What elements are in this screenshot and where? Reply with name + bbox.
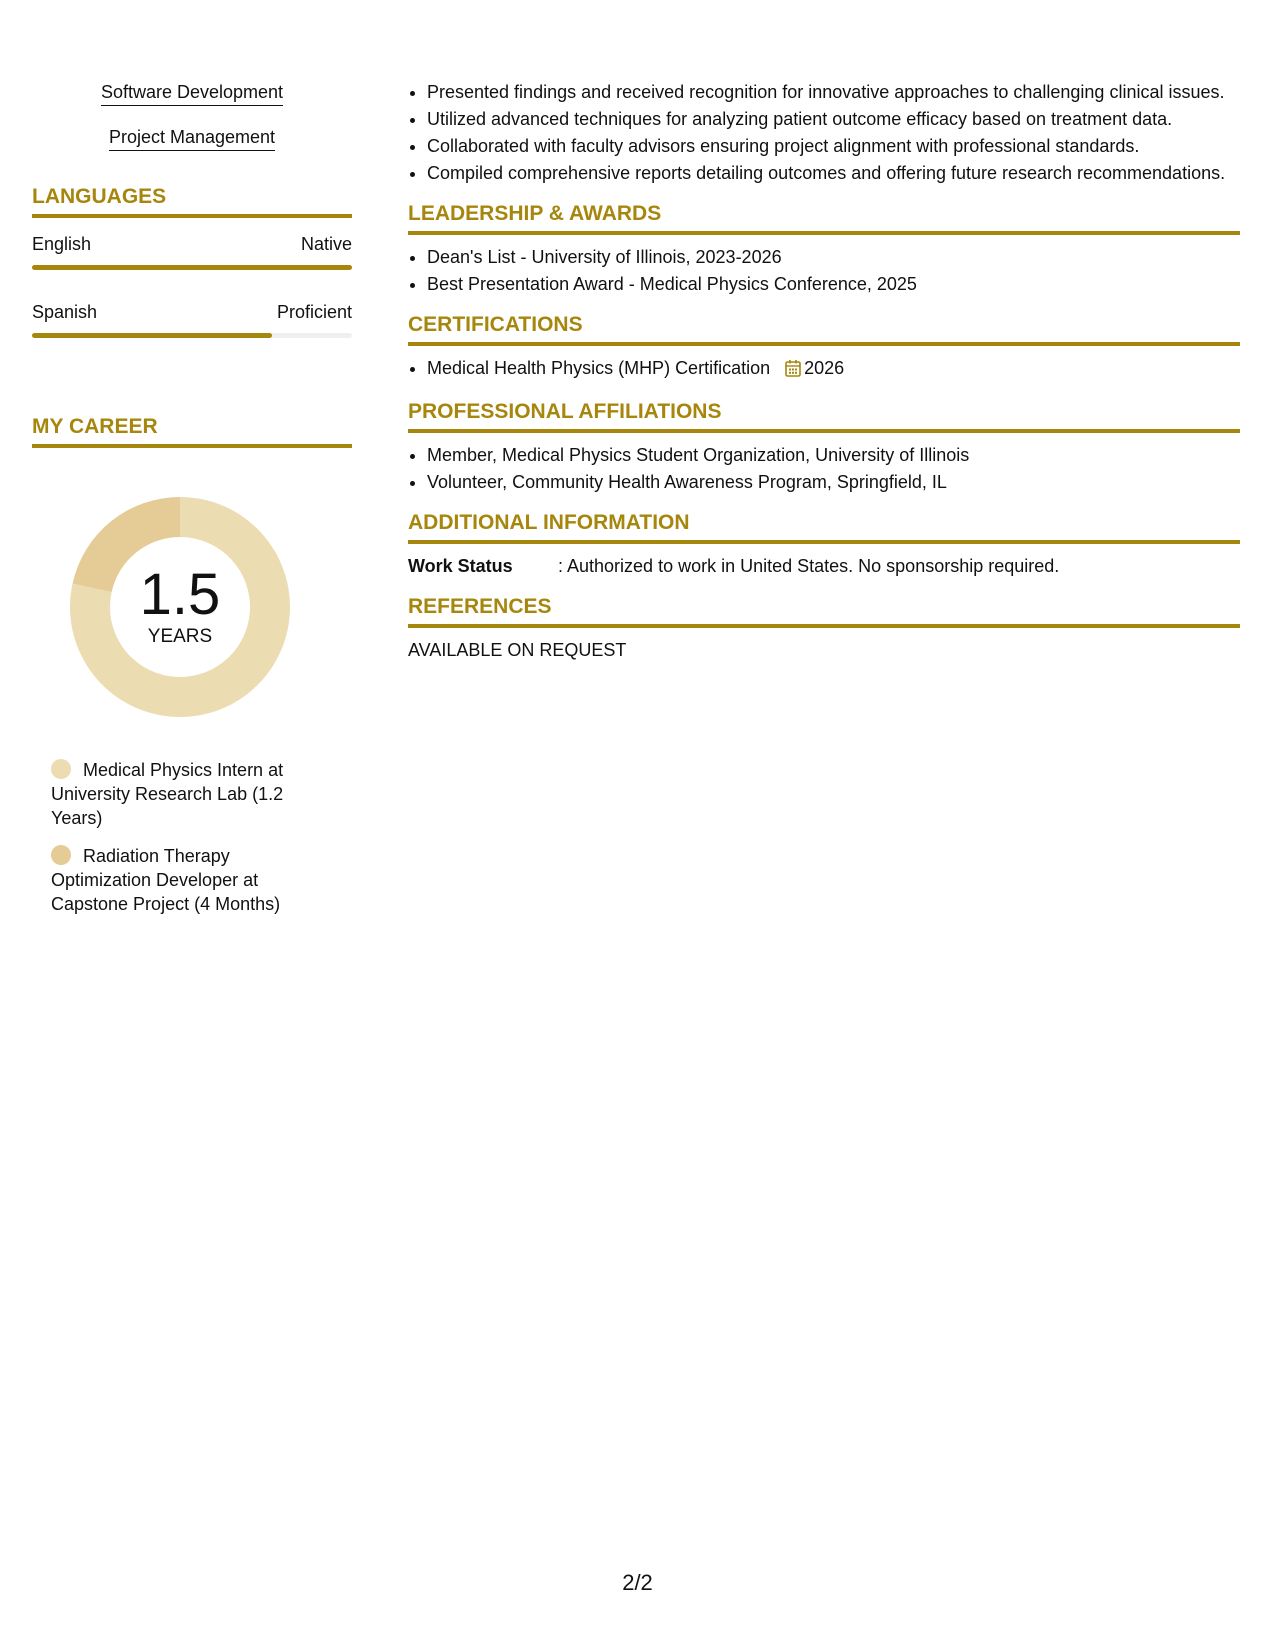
certification-year: 2026	[804, 358, 845, 378]
language-proficiency-bar	[32, 333, 352, 338]
legend-dot	[51, 759, 71, 779]
list-item: • Dean's List - University of Illinois, 2023-2026	[427, 245, 1240, 269]
list-item: • Compiled comprehensive reports detailing outcomes and offering future research recommendations.	[427, 161, 1240, 185]
skills-list	[32, 80, 352, 170]
career-total-unit: YEARS	[147, 626, 213, 647]
career-total-value: 1.5	[139, 562, 221, 627]
language-name: Spanish	[32, 302, 98, 322]
affiliations-heading: PROFESSIONAL AFFILIATIONS	[408, 399, 1240, 433]
language-proficiency-fill	[32, 265, 352, 270]
references-text: AVAILABLE ON REQUEST	[408, 640, 627, 660]
list-item: • Member, Medical Physics Student Organization, University of Illinois	[427, 443, 1240, 467]
skill-link-project-management[interactable]: Project Management	[109, 125, 275, 151]
career-legend-item	[51, 758, 311, 830]
language-name: English	[32, 234, 92, 254]
work-status-row	[408, 554, 1240, 578]
skill-link-software-development[interactable]: Software Development	[101, 80, 283, 106]
additional-info-heading: ADDITIONAL INFORMATION	[408, 510, 1240, 544]
career-legend-item	[51, 844, 311, 916]
list-item	[427, 356, 1240, 383]
career-legend	[51, 758, 311, 916]
legend-dot	[51, 845, 71, 865]
legend-label: Medical Physics Intern at University Research Lab (1.2 Years)	[51, 760, 284, 828]
list-item: • Volunteer, Community Health Awareness Program, Springfield, IL	[427, 470, 1240, 494]
right-column	[408, 80, 1240, 662]
language-item-spanish	[32, 300, 352, 338]
page-number: 2/2	[622, 1570, 653, 1595]
list-item: • Best Presentation Award - Medical Physics Conference, 2025	[427, 272, 1240, 296]
leadership-list	[408, 245, 1240, 296]
list-item: • Presented findings and received recognition for innovative approaches to challenging clinical issues.	[427, 80, 1240, 104]
language-level: Native	[300, 234, 352, 254]
list-item: • Collaborated with faculty advisors ensuring project alignment with professional standards.	[427, 134, 1240, 158]
references-heading: REFERENCES	[408, 594, 1240, 628]
list-item: • Utilized advanced techniques for analyzing patient outcome efficacy based on treatment data.	[427, 107, 1240, 131]
calendar-icon	[785, 359, 801, 383]
career-donut-chart	[65, 492, 295, 722]
language-proficiency-fill	[32, 333, 272, 338]
donut-center	[65, 492, 295, 722]
language-item-english	[32, 232, 352, 270]
experience-bullets	[408, 80, 1240, 185]
certification-name: Medical Health Physics (MHP) Certification	[427, 358, 771, 378]
language-proficiency-bar	[32, 265, 352, 270]
work-status-label: Work Status	[408, 556, 513, 576]
career-heading: MY CAREER	[32, 414, 352, 448]
certifications-heading: CERTIFICATIONS	[408, 312, 1240, 346]
language-level: Proficient	[276, 302, 352, 322]
certifications-list	[408, 356, 1240, 383]
left-column	[32, 80, 352, 930]
leadership-heading: LEADERSHIP & AWARDS	[408, 201, 1240, 235]
languages-heading: LANGUAGES	[32, 184, 352, 218]
work-status-value: : Authorized to work in United States. No sponsorship required.	[558, 556, 1060, 576]
legend-label: Radiation Therapy Optimization Developer at Capstone Project (4 Months)	[51, 846, 281, 914]
affiliations-list	[408, 443, 1240, 494]
